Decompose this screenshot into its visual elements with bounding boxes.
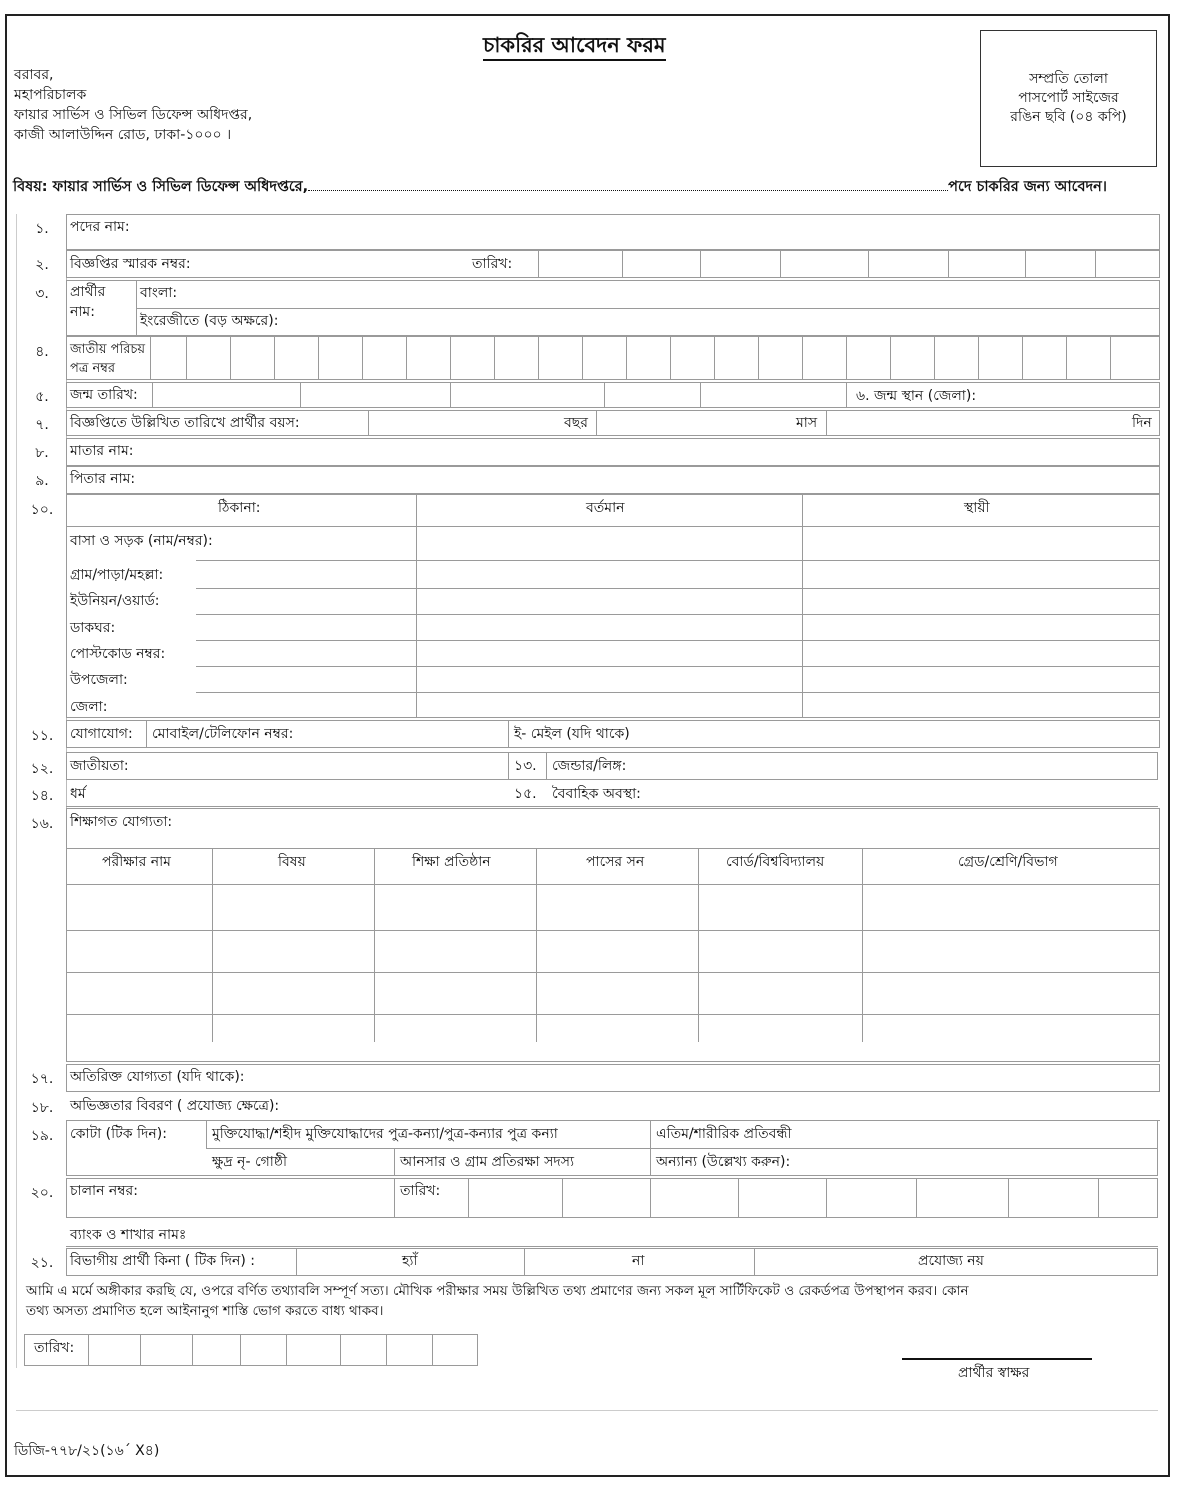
father-name-input[interactable] bbox=[66, 466, 1160, 494]
row-number: ১. bbox=[35, 221, 49, 237]
row-number: ১৬. bbox=[30, 816, 54, 832]
nid-label: জাতীয় পরিচয় bbox=[70, 342, 146, 357]
photo-box-line: পাসপোর্ট সাইজের bbox=[1018, 90, 1119, 106]
birth-date-input[interactable] bbox=[66, 382, 1160, 408]
row-number: ৭. bbox=[35, 417, 49, 433]
bank-branch-label: ব্যাংক ও শাখার নামঃ bbox=[70, 1227, 187, 1243]
address-row-label: পোস্টকোড নম্বর: bbox=[70, 646, 166, 662]
address-row-label: বাসা ও সড়ক (নাম/নম্বর): bbox=[70, 533, 213, 549]
challan-date-label: তারিখ: bbox=[400, 1183, 441, 1199]
declaration-line-1: আমি এ মর্মে অঙ্গীকার করছি যে, ওপরে বর্ণিত তথ্যাবলি সম্পূর্ণ সত্য। মৌখিক পরীক্ষার সময় উল্লিখিত তথ্য প্রমাণের জন্য সকল মূল সার্টিফিকেট ও রেকর্ডপত্র উপস্থাপন করব। কোন bbox=[26, 1283, 969, 1299]
address-table bbox=[66, 494, 1160, 718]
edu-header-board: বোর্ড/বিশ্ববিদ্যালয় bbox=[726, 854, 825, 870]
birth-place-label: ৬. জন্ম স্থান (জেলা): bbox=[856, 388, 977, 404]
row-number: ১৭. bbox=[30, 1071, 54, 1087]
left-margin-rule bbox=[16, 214, 17, 1368]
row-number: ৩. bbox=[35, 286, 49, 302]
edu-header-grade: গ্রেড/শ্রেণি/বিভাগ bbox=[958, 854, 1058, 870]
address-row-label: ইউনিয়ন/ওয়ার্ড: bbox=[70, 593, 160, 609]
address-row-label: ডাকঘর: bbox=[70, 620, 116, 636]
quota-option-ansar-vdp[interactable]: আনসার ও গ্রাম প্রতিরক্ষা সদস্য bbox=[400, 1154, 575, 1170]
signature-line[interactable] bbox=[902, 1358, 1092, 1360]
form-title: চাকরির আবেদন ফরম bbox=[483, 32, 666, 61]
contact-label: যোগাযোগ: bbox=[70, 726, 133, 742]
name-bangla-label: বাংলা: bbox=[140, 285, 178, 301]
address-line: কাজী আলাউদ্দিন রোড, ঢাকা-১০০০ । bbox=[14, 127, 232, 143]
memo-number-label: বিজ্ঞপ্তির স্মারক নম্বর: bbox=[70, 256, 191, 272]
subject-line bbox=[13, 176, 1145, 200]
signature-label: প্রার্থীর স্বাক্ষর bbox=[958, 1365, 1030, 1381]
address-row-label: গ্রাম/পাড়া/মহল্লা: bbox=[70, 567, 164, 583]
row-number: ২. bbox=[35, 257, 49, 273]
applicant-label: প্রার্থীর bbox=[70, 284, 106, 300]
address-header: ঠিকানা: bbox=[218, 500, 261, 516]
age-day-label: দিন bbox=[1132, 415, 1152, 431]
photo-box-line: রঙিন ছবি (০৪ কপি) bbox=[1010, 109, 1127, 125]
email-label: ই- মেইল (যদি থাকে) bbox=[514, 726, 630, 742]
marital-status-label: বৈবাহিক অবস্থা: bbox=[552, 786, 641, 802]
departmental-candidate-label: বিভাগীয় প্রার্থী কিনা ( টিক দিন) : bbox=[70, 1253, 255, 1269]
phone-label: মোবাইল/টেলিফোন নম্বর: bbox=[152, 726, 294, 742]
education-label: শিক্ষাগত যোগ্যতা: bbox=[70, 814, 173, 830]
row-number: ৯. bbox=[35, 473, 49, 489]
religion-label: ধর্ম bbox=[70, 786, 86, 802]
edu-header-subject: বিষয় bbox=[278, 854, 306, 870]
quota-option-ethnic-minority[interactable]: ক্ষুদ্র নৃ- গোষ্ঠী bbox=[212, 1154, 287, 1170]
contact-input[interactable] bbox=[66, 720, 1160, 748]
edu-header-year: পাসের সন bbox=[586, 854, 645, 870]
row-number: ১১. bbox=[30, 728, 54, 744]
subject-suffix: পদে চাকরির জন্য আবেদন। bbox=[948, 179, 1107, 195]
nid-label-2: পত্র নম্বর bbox=[70, 361, 116, 376]
photo-box-line: সম্প্রতি তোলা bbox=[1029, 71, 1108, 87]
age-year-label: বছর bbox=[564, 415, 588, 431]
applicant-name-label: নাম: bbox=[70, 304, 95, 320]
address-line: মহাপরিচালক bbox=[14, 87, 87, 103]
row-number: ১০. bbox=[30, 502, 54, 518]
date-input[interactable] bbox=[24, 1334, 478, 1366]
quota-option-freedom-fighter[interactable]: মুক্তিযোদ্ধা/শহীদ মুক্তিযোদ্ধাদের পুত্র-কন্যা/পুত্র-কন্যার পুত্র কন্যা bbox=[212, 1126, 558, 1142]
row-number: ১৪. bbox=[30, 788, 54, 804]
row-number: ২১. bbox=[30, 1255, 54, 1271]
father-name-label: পিতার নাম: bbox=[70, 471, 136, 487]
row-number: ১৩. bbox=[514, 758, 537, 774]
departmental-yes-option[interactable]: হ্যাঁ bbox=[402, 1253, 418, 1269]
edu-header-exam: পরীক্ষার নাম bbox=[102, 854, 171, 870]
age-label: বিজ্ঞপ্তিতে উল্লিখিত তারিখে প্রার্থীর বয়স: bbox=[70, 415, 300, 431]
gender-label: জেন্ডার/লিঙ্গ: bbox=[552, 758, 627, 774]
address-row-label: উপজেলা: bbox=[70, 672, 128, 688]
row-number: ১২. bbox=[30, 761, 54, 777]
mother-name-label: মাতার নাম: bbox=[70, 443, 134, 459]
nationality-gender-input[interactable] bbox=[66, 752, 1158, 780]
quota-option-others[interactable]: অন্যান্য (উল্লেখ্য করুন): bbox=[656, 1154, 791, 1170]
address-line: বরাবর, bbox=[14, 67, 54, 83]
address-row-label: জেলা: bbox=[70, 699, 108, 715]
declaration-line-2: তথ্য অসত্য প্রমাণিত হলে আইনানুগ শাস্তি ভোগ করতে বাধ্য থাকব। bbox=[26, 1303, 384, 1319]
permanent-address-header: স্থায়ী bbox=[964, 500, 990, 516]
post-name-input[interactable] bbox=[66, 214, 1160, 250]
mother-name-input[interactable] bbox=[66, 438, 1160, 466]
present-address-header: বর্তমান bbox=[586, 500, 625, 516]
departmental-na-option[interactable]: প্রযোজ্য নয় bbox=[918, 1253, 984, 1269]
row-number: ৪. bbox=[35, 344, 49, 360]
extra-qualification-input[interactable] bbox=[66, 1064, 1160, 1092]
edu-header-institution: শিক্ষা প্রতিষ্ঠান bbox=[412, 854, 491, 870]
subject-prefix: বিষয়: ফায়ার সার্ভিস ও সিভিল ডিফেন্স অধিদপ্তরে, bbox=[13, 179, 309, 195]
row-number: ১৯. bbox=[30, 1128, 54, 1144]
row-number: ২০. bbox=[30, 1185, 54, 1201]
name-english-label: ইংরেজীতে (বড় অক্ষরে): bbox=[140, 313, 279, 329]
nationality-label: জাতীয়তা: bbox=[70, 758, 129, 774]
row-number: ৮. bbox=[35, 445, 49, 461]
memo-date-label: তারিখ: bbox=[472, 256, 513, 272]
age-input[interactable] bbox=[66, 410, 1160, 436]
challan-input[interactable] bbox=[66, 1178, 1158, 1218]
memo-number-input[interactable] bbox=[66, 250, 1160, 278]
quota-label: কোটা (টিক দিন): bbox=[70, 1126, 167, 1142]
challan-number-label: চালান নম্বর: bbox=[70, 1183, 138, 1199]
post-name-label: পদের নাম: bbox=[70, 219, 130, 235]
date-label: তারিখ: bbox=[34, 1340, 75, 1356]
education-section bbox=[66, 808, 1160, 1062]
departmental-no-option[interactable]: না bbox=[632, 1253, 645, 1269]
extra-qualification-label: অতিরিক্ত যোগ্যতা (যদি থাকে): bbox=[70, 1069, 245, 1085]
post-name-blank[interactable] bbox=[308, 178, 948, 191]
experience-label: অভিজ্ঞতার বিবরণ ( প্রযোজ্য ক্ষেত্রে): bbox=[70, 1098, 280, 1114]
departmental-candidate-row bbox=[66, 1248, 1158, 1276]
address-line: ফায়ার সার্ভিস ও সিভিল ডিফেন্স অধিদপ্তর, bbox=[14, 107, 253, 123]
age-month-label: মাস bbox=[796, 415, 818, 431]
row-number: ৫. bbox=[35, 389, 49, 405]
photo-box bbox=[980, 30, 1157, 167]
quota-option-orphan-disabled[interactable]: এতিম/শারীরিক প্রতিবন্ধী bbox=[656, 1126, 792, 1142]
footer-code: ডিজি-৭৭৮/২১(১৬´ X৪) bbox=[14, 1443, 160, 1459]
row-number: ১৫. bbox=[514, 786, 537, 802]
row-number: ১৮. bbox=[30, 1100, 54, 1116]
birth-date-label: জন্ম তারিখ: bbox=[70, 387, 138, 403]
